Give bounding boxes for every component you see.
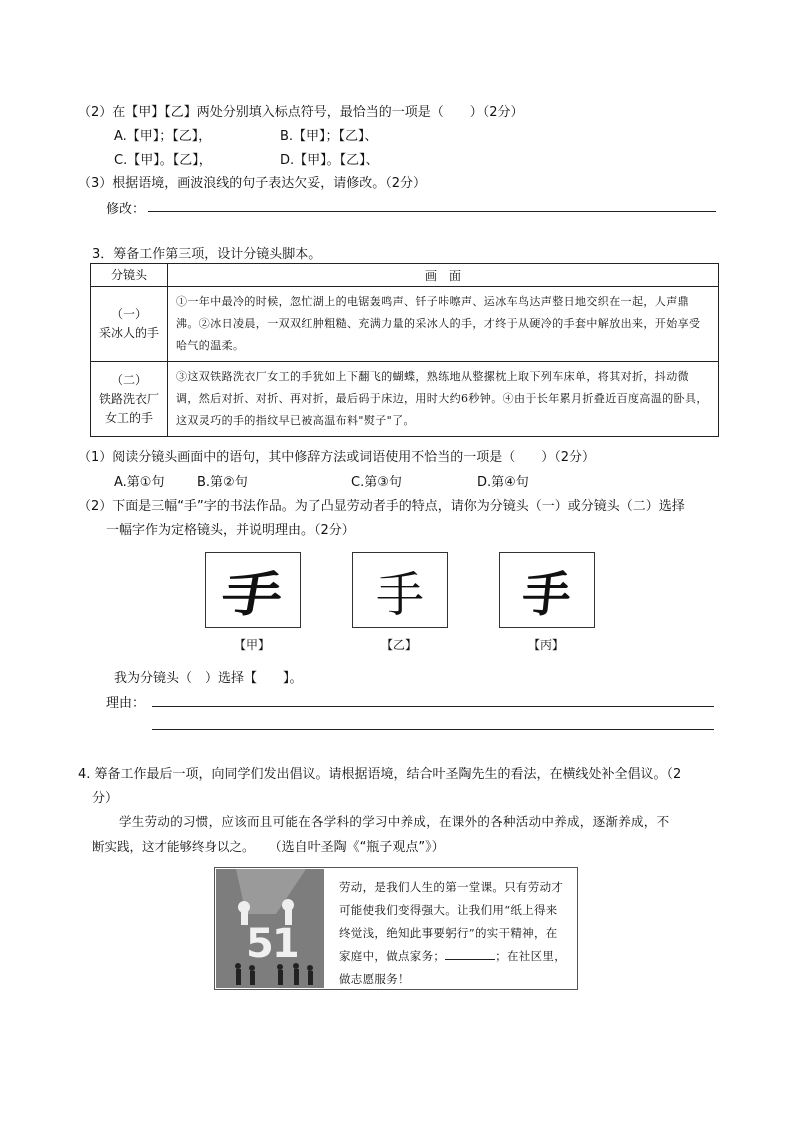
q2-option-d: D.【甲】。【乙】、 [280, 153, 379, 168]
sub1-option-b: B.第②句 [197, 475, 248, 490]
table-header-shot: 分镜头 [91, 264, 168, 287]
q2-option-b: B.【甲】；【乙】、 [280, 129, 378, 144]
shot-name-1: 采冰人的手 [98, 326, 159, 340]
calligraphy-jia-char: 手 [217, 566, 288, 623]
calligraphy-bing-char: 手 [519, 566, 574, 623]
table-row [91, 287, 719, 362]
section4-stem-line2: 分） [92, 791, 119, 806]
poster-text-part2: ；在社区里，做志愿服务！ [339, 949, 567, 986]
quote-line1: 学生劳动的习惯，应该而且可能在各学科的学习中养成，在课外的各种活动中养成，逐渐养成，不 [119, 814, 670, 829]
section4-stem-line1: 4. 筹备工作最后一项，向同学们发出倡议。请根据语境，结合叶圣陶先生的看法，在横线处补全倡议。（2 [78, 767, 682, 782]
sub2-reason-label: 理由： [106, 696, 146, 711]
shot-num-2: （二） [110, 372, 147, 387]
shot-num-1: （一） [110, 307, 147, 321]
shot-cell-2 [91, 362, 168, 437]
quote-line2: 断实践，这才能够终身以之。 [92, 839, 255, 854]
sub1-option-d: D.第④句 [477, 475, 529, 490]
table-header-row [91, 264, 719, 287]
storyboard-table [90, 263, 719, 437]
scene-cell-2: ③这双铁路洗衣厂女工的手犹如上下翻飞的蝴蝶，熟练地从整摞枕上取下列车床单，将其对折，抖动微调，然后对折、对折、再对折，最后码于床边，用时大约6秒钟。④由于长年累月折叠近百度高温的卧具，这双灵巧的手的指纹早已被高温布料"熨子"了。 [168, 362, 719, 437]
quote-line2-wrap [92, 836, 445, 855]
q3-stem: （3）根据语境，画波浪线的句子表达欠妥，请修改。（2分） [78, 176, 427, 191]
scene-cell-1: ①一年中最冷的时候，忽忙湖上的电锯轰鸣声、钎子咔嚓声、运冰车鸟达声整日地交织在一起，人声鼎沸。②冰日凌晨，一双双红肿粗糙、充满力量的采冰人的手，才终于从硬冷的手套中解放出来，开始享受哈气的温柔。 [168, 287, 719, 362]
quote-source: （选自叶圣陶《“瓶子观点”》） [268, 840, 445, 855]
poster-number: 51 [246, 921, 298, 967]
q2-option-c: C.【甲】。【乙】， [114, 153, 212, 168]
table-row [91, 362, 719, 437]
calligraphy-bing [499, 552, 595, 628]
shot-name-2: 铁路洗衣厂女工的手 [98, 391, 159, 425]
calligraphy-jia [205, 552, 301, 628]
shot-cell-1 [91, 287, 168, 362]
sub1-option-c: C.第③句 [351, 475, 402, 490]
sub1-option-a: A.第①句 [114, 475, 165, 490]
calligraphy-yi-char: 手 [375, 566, 424, 623]
sub2-stem-line1: （2）下面是三幅“手”字的书法作品。为了凸显劳动者手的特点，请你为分镜头（一）或分镜头（二）选择 [78, 499, 685, 514]
poster-text-part1: 劳动，是我们人生的第一堂课。只有劳动才可能使我们变得强大。让我们用“纸上得来终觉浅，绝知此事要躬行”的实干精神，在家庭中，做点家务； [339, 880, 564, 963]
sub1-stem: （1）阅读分镜头画面中的语句，其中修辞方法或词语使用不恰当的一项是（ ）（2分） [78, 450, 596, 465]
sub2-choose-text: 我为分镜头（ ）选择【 】。 [114, 671, 303, 686]
calligraphy-bing-label: 【丙】 [527, 638, 564, 652]
poster-blank[interactable] [445, 949, 495, 960]
reason-line-2[interactable] [152, 729, 714, 730]
calligraphy-jia-label: 【甲】 [233, 638, 270, 652]
q3-answer-label: 修改： [106, 202, 146, 217]
poster-text [339, 876, 569, 991]
q2-stem: （2）在【甲】【乙】两处分别填入标点符号，最恰当的一项是（ ）（2分） [78, 105, 524, 120]
section3-title: 3．筹备工作第三项，设计分镜头脚本。 [92, 247, 322, 262]
proposal-poster [214, 867, 578, 990]
table-header-scene: 画 面 [168, 264, 719, 287]
q3-answer-line[interactable] [148, 211, 716, 212]
q2-option-a: A.【甲】；【乙】， [114, 129, 212, 144]
calligraphy-yi [352, 552, 448, 628]
labor-day-image [216, 869, 324, 988]
reason-line-1[interactable] [152, 706, 714, 707]
sub2-stem-line2: 一幅字作为定格镜头，并说明理由。（2分） [106, 523, 355, 538]
calligraphy-yi-label: 【乙】 [380, 638, 417, 652]
